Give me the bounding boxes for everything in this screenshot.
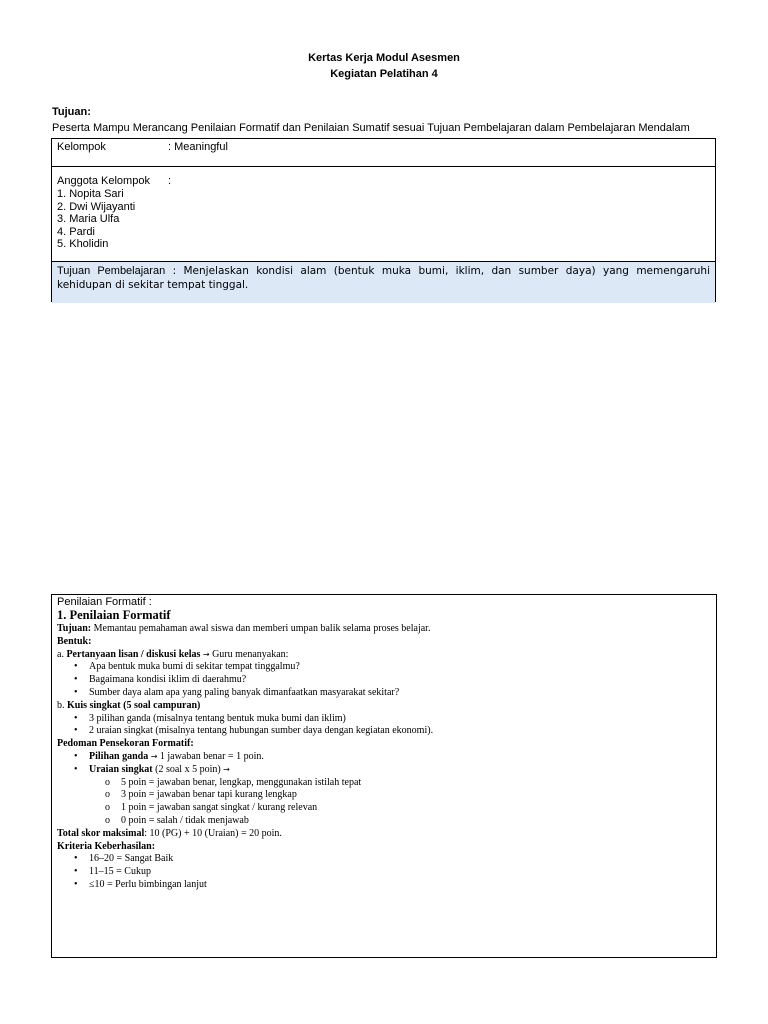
- list-item: • ≤10 = Perlu bimbingan lanjut: [89, 879, 711, 892]
- bentuk-a-rest: Guru menanyakan:: [209, 648, 289, 660]
- group-info-table: [51, 138, 716, 302]
- tujuan-pembelajaran-label: Tujuan Pembelajaran: [57, 265, 166, 277]
- formatif-tujuan: [57, 623, 711, 636]
- kelompok-value: : Meaningful: [168, 141, 228, 153]
- list-item: • Sumber daya alam apa yang paling banyak dimanfaatkan masyarakat sekitar?: [89, 687, 711, 700]
- formatif-tujuan-text: Memantau pemahaman awal siswa dan memberi umpan balik selama proses belajar.: [91, 623, 431, 634]
- list-item: • 16–20 = Sangat Baik: [89, 853, 711, 866]
- list-item: o 1 poin = jawaban sangat singkat / kurang relevan: [121, 802, 711, 815]
- anggota-colon: :: [168, 175, 172, 187]
- arrow-icon: →: [150, 751, 158, 761]
- uraian-scoring-list: [57, 777, 711, 828]
- kriteria-label: Kriteria Keberhasilan:: [57, 840, 156, 852]
- question-list: [57, 661, 711, 699]
- list-item: [89, 751, 711, 764]
- total-skor-label: Total skor maksimal: [57, 827, 145, 839]
- list-item: • 2 uraian singkat (misalnya tentang hubungan sumber daya dengan kegiatan ekonomi).: [89, 725, 711, 738]
- kriteria-list: [57, 853, 711, 891]
- member-list: [57, 188, 135, 251]
- bentuk-a-prefix: a.: [57, 648, 67, 660]
- member-item: 2. Dwi Wijayanti: [57, 200, 136, 213]
- tujuan-pembelajaran-row: [52, 262, 715, 303]
- quiz-list: [57, 713, 711, 739]
- bentuk-a-title: Pertanyaan lisan / diskusi kelas: [66, 648, 201, 660]
- list-item: [89, 764, 711, 777]
- anggota-row: [52, 167, 715, 262]
- tujuan-label: Tujuan:: [52, 106, 91, 118]
- formatif-heading: 1. Penilaian Formatif: [57, 608, 171, 622]
- document-title: Kertas Kerja Modul Asesmen: [308, 52, 460, 64]
- member-item: 1. Nopita Sari: [57, 188, 124, 200]
- member-item: 3. Maria Ulfa: [57, 213, 120, 226]
- us-label: Uraian singkat: [89, 763, 153, 775]
- arrow-icon: →: [223, 764, 230, 774]
- list-item: • Apa bentuk muka bumi di sekitar tempat tinggalmu?: [89, 661, 711, 674]
- formatif-box-label: Penilaian Formatif :: [57, 596, 152, 608]
- member-item: 4. Pardi: [57, 225, 95, 238]
- total-skor-text: : 10 (PG) + 10 (Uraian) = 20 poin.: [144, 827, 282, 839]
- us-rest: (2 soal x 5 poin): [152, 763, 224, 775]
- bentuk-b: [57, 700, 711, 713]
- list-item: • 3 pilihan ganda (misalnya tentang bentuk muka bumi dan iklim): [89, 713, 711, 726]
- document-subtitle: Kegiatan Pelatihan 4: [330, 68, 438, 80]
- pg-label: Pilihan ganda: [89, 750, 149, 762]
- bentuk-a: [57, 649, 711, 662]
- list-item: • Bagaimana kondisi iklim di daerahmu?: [89, 674, 711, 687]
- formatif-box: [51, 594, 717, 958]
- tujuan-pembelajaran-text: : Menjelaskan kondisi alam (bentuk muka bumi, iklim, dan sumber daya) yang memengaruhi kehidupan di sekitar tempat tinggal.: [57, 265, 711, 291]
- pedoman-list: [57, 751, 711, 777]
- kelompok-label: Kelompok: [57, 141, 106, 153]
- list-item: o 5 poin = jawaban benar, lengkap, menggunakan istilah tepat: [121, 777, 711, 790]
- formatif-tujuan-label: Tujuan:: [57, 623, 92, 634]
- list-item: o 0 poin = salah / tidak menjawab: [121, 815, 711, 828]
- pg-rest: 1 jawaban benar = 1 poin.: [157, 750, 264, 762]
- bentuk-b-prefix: b.: [57, 699, 67, 711]
- list-item: • 11–15 = Cukup: [89, 866, 711, 879]
- list-item: o 3 poin = jawaban benar tapi kurang lengkap: [121, 789, 711, 802]
- kelompok-row: [52, 139, 715, 167]
- tujuan-text: Peserta Mampu Merancang Penilaian Formatif dan Penilaian Sumatif sesuai Tujuan Pembelajaran dalam Pembelajaran Mendalam: [52, 122, 690, 134]
- pedoman-label: Pedoman Pensekoran Formatif:: [57, 738, 194, 750]
- bentuk-b-title: Kuis singkat (5 soal campuran): [67, 699, 201, 711]
- anggota-label: Anggota Kelompok: [57, 175, 150, 187]
- member-item: 5. Kholidin: [57, 238, 109, 251]
- total-skor: [57, 828, 711, 841]
- arrow-icon: →: [202, 649, 210, 659]
- bentuk-label: Bentuk:: [57, 635, 92, 647]
